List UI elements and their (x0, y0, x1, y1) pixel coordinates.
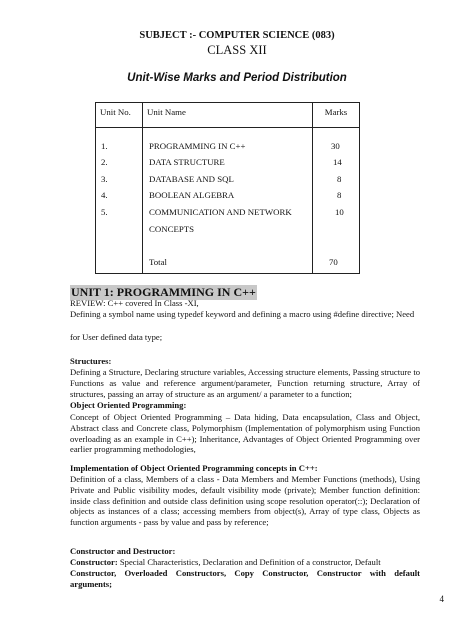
table-row-4-name: BOOLEAN ALGEBRA (149, 190, 235, 200)
review-line-3: for User defined data type; (70, 332, 163, 342)
review-line: REVIEW: C++ covered In Class -XI, (70, 298, 199, 308)
table-row-1-marks: 30 (331, 141, 340, 151)
table-title: Unit-Wise Marks and Period Distribution (127, 72, 347, 84)
table-row-5-name: COMMUNICATION AND NETWORK (149, 207, 292, 217)
oop-heading: Object Oriented Programming: (70, 400, 187, 410)
ctor-label: Constructor: (70, 557, 118, 567)
header-unit-name: Unit Name (143, 103, 313, 128)
structures-heading: Structures: (70, 356, 112, 366)
page-number: 4 (439, 594, 444, 604)
table-total-marks: 70 (329, 257, 338, 267)
oop-text: Concept of Object Oriented Programming – Data hiding, Data encapsulation, Class and Object, Abstract class and Concrete class, Polymorphism (Implementation of polymorphism using Function overloading as an example in C++); Inheritance, Advantages of Object Oriented Programming over earlier programming methodologies, (70, 412, 420, 455)
table-total-label: Total (149, 257, 167, 267)
table-row-5-marks: 10 (335, 207, 344, 217)
table-row-2-marks: 14 (333, 157, 342, 167)
structures-text: Defining a Structure, Declaring structure variables, Accessing structure elements, Passing structure to Functions as value and reference argument/parameter, Function returning structure, Array of structures, passing an array of structure as an argument/ a parameter to a function; (70, 367, 420, 399)
table-row-2-no: 2. (101, 157, 108, 167)
table-header-row (96, 103, 360, 128)
ctor-line (70, 557, 420, 568)
header-unit-no: Unit No. (96, 103, 143, 128)
table-row-4-marks: 8 (337, 190, 342, 200)
table-row-4-no: 4. (101, 190, 108, 200)
unit1-heading: UNIT 1: PROGRAMMING IN C++ (71, 285, 256, 299)
ctor-heading: Constructor and Destructor: (70, 546, 176, 556)
ctor-bold-text: Constructor, Overloaded Constructors, Copy Constructor, Constructor with default arguments; (70, 568, 420, 589)
table-row-1-name: PROGRAMMING IN C++ (149, 141, 246, 151)
table-row-3-no: 3. (101, 174, 108, 184)
header-marks: Marks (313, 103, 360, 128)
table-row-2-name: DATA STRUCTURE (149, 157, 225, 167)
impl-heading: Implementation of Object Oriented Programming concepts in C++: (70, 463, 318, 473)
class-heading: CLASS XII (207, 43, 267, 57)
marks-table (95, 102, 360, 274)
impl-text: Definition of a class, Members of a class - Data Members and Member Functions (methods), Using Private and Public visibility modes, default visibility mode (private); Member function definition: inside class definition and outside class definition using scope resolution operator(::); Declaration of objects as instances of a class; accessing members from object(s), Array of type class, Objects as function arguments - pass by value and pass by reference; (70, 474, 420, 528)
table-row-5-no: 5. (101, 207, 108, 217)
review-line-2: Defining a symbol name using typedef keyword and defining a macro using #define directive; Need (70, 309, 415, 319)
table-row-3-marks: 8 (337, 174, 342, 184)
table-row-3-name: DATABASE AND SQL (149, 174, 234, 184)
table-row-1-no: 1. (101, 141, 108, 151)
subject-heading: SUBJECT :- COMPUTER SCIENCE (083) (139, 30, 335, 41)
ctor-text: Special Characteristics, Declaration and Definition of a constructor, Default (117, 557, 381, 567)
table-row-5-name-cont: CONCEPTS (149, 224, 194, 234)
